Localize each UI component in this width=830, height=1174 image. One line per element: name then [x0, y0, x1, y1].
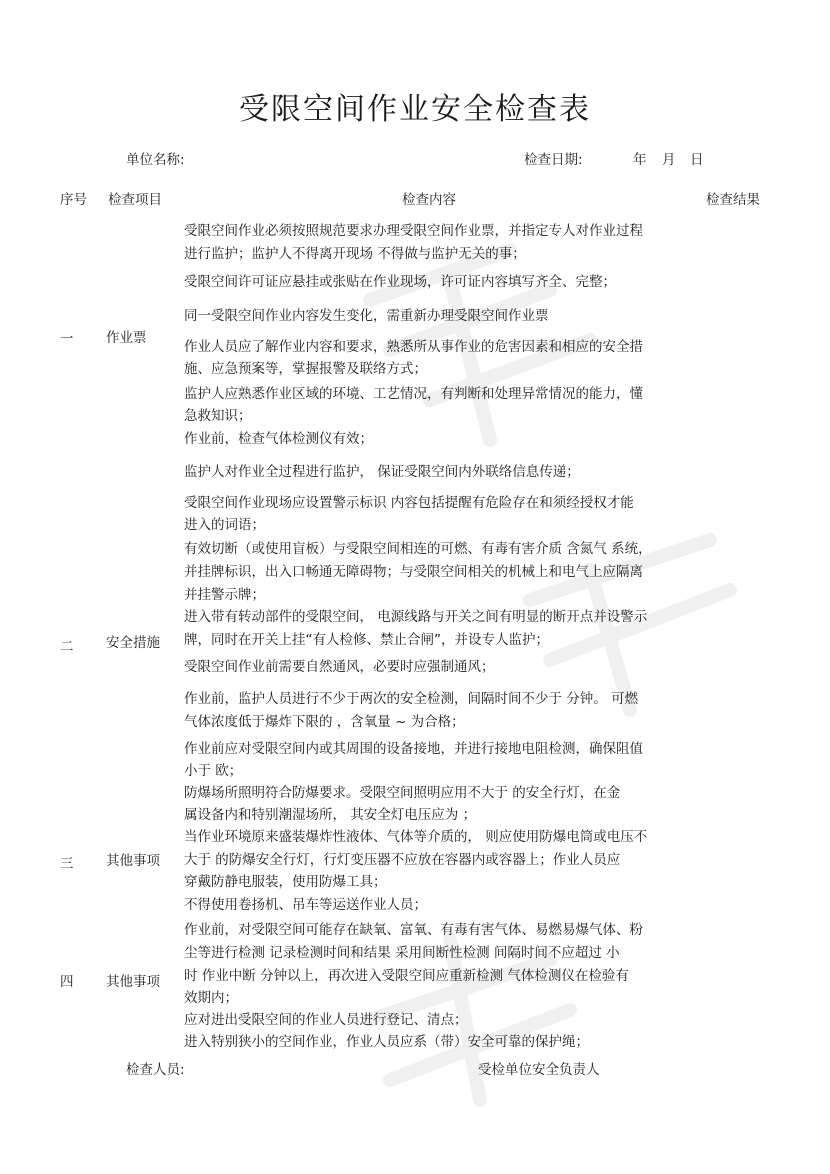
check-line: 进行监护；监护人不得离开现场 不得做与监护无关的事；	[184, 246, 526, 262]
check-line: 同一受限空间作业内容发生变化，需重新办理受限空间作业票	[184, 308, 549, 324]
header-result: 检查结果	[706, 192, 760, 208]
check-line: 作业人员应了解作业内容和要求，熟悉所从事作业的危害因素和相应的安全措	[184, 339, 643, 355]
document-title: 受限空间作业安全检查表	[239, 92, 591, 127]
check-line: 受限空间作业前需要自然通风，必要时应强制通风；	[184, 659, 495, 675]
inspector-label: 检查人员:	[126, 1062, 185, 1078]
check-line: 受限空间作业必须按照规范要求办理受限空间作业票，并指定专人对作业过程	[184, 223, 643, 239]
unit-name-label: 单位名称:	[126, 152, 185, 168]
check-line: 作业前，监护人员进行不少于两次的安全检测，间隔时间不少于 分钟。 可燃	[184, 691, 639, 707]
check-line: 进入特别狭小的空间作业，作业人员应系（带）安全可靠的保护绳；	[184, 1034, 589, 1050]
date-year: 年	[633, 152, 647, 168]
check-line: 气体浓度低于爆炸下限的 ，含氧量 ~ 为合格；	[184, 714, 465, 730]
check-line: 监护人应熟悉作业区域的环境、工艺情况，有判断和处理异常情况的能力，懂	[184, 386, 643, 402]
check-line: 作业前，对受限空间可能存在缺氧、富氧、有毒有害气体、易燃易爆气体、粉	[184, 922, 643, 938]
check-line: 急救知识；	[184, 408, 252, 424]
section-category: 安全措施	[106, 635, 160, 651]
section-category: 其他事项	[106, 974, 160, 990]
check-line: 穿戴防静电服装，使用防爆工具；	[184, 874, 387, 890]
header-content: 检查内容	[402, 192, 456, 208]
check-line: 受限空间作业现场应设置警示标识 内容包括提醒有危险存在和须经授权才能	[184, 495, 634, 511]
section-seq: 二	[60, 639, 74, 655]
header-item: 检查项目	[108, 192, 162, 208]
section-seq: 一	[60, 331, 74, 347]
check-line: 当作业环境原来盛装爆炸性液体、气体等介质的， 则应使用防爆电筒或电压不	[184, 829, 648, 845]
check-line: 不得使用卷扬机、吊车等运送作业人员；	[184, 897, 427, 913]
check-line: 施、应急预案等，掌握报警及联络方式；	[184, 361, 427, 377]
check-line: 进入的词语；	[184, 517, 265, 533]
check-line: 并挂警示牌；	[184, 587, 265, 603]
section-seq: 四	[60, 974, 74, 990]
header-seq: 序号	[60, 192, 87, 208]
check-line: 进入带有转动部件的受限空间， 电源线路与开关之间有明显的断开点并设警示	[184, 609, 648, 625]
check-line: 牌，同时在开关上挂“有人检修、禁止合闸”，并设专人监护；	[184, 632, 549, 648]
check-line: 作业前，检查气体检测仪有效；	[184, 431, 373, 447]
check-line: 并挂牌标识，出入口畅通无障碍物；与受限空间相关的机械上和电气上应隔离	[184, 564, 643, 580]
check-line: 时 作业中断 分钟以上，再次进入受限空间应重新检测 气体检测仪在检验有	[184, 968, 629, 984]
check-line: 小于 欧；	[184, 763, 243, 779]
check-line: 尘等进行检测 记录检测时间和结果 采用间断性检测 间隔时间不应超过 小	[184, 945, 620, 961]
check-date-label: 检查日期:	[524, 152, 583, 168]
section-category: 作业票	[106, 330, 147, 346]
check-line: 防爆场所照明符合防爆要求。受限空间照明应用不大于 的安全行灯，在金	[184, 785, 621, 801]
responsible-person-label: 受检单位安全负责人	[478, 1062, 600, 1078]
check-line: 属设备内和特别潮湿场所， 其安全灯电压应为 ；	[184, 807, 477, 823]
check-line: 受限空间许可证应悬挂或张贴在作业现场，许可证内容填写齐全、完整；	[184, 274, 616, 290]
date-day: 日	[690, 152, 704, 168]
check-line: 监护人对作业全过程进行监护， 保证受限空间内外联络信息传递；	[184, 464, 580, 480]
check-line: 应对进出受限空间的作业人员进行登记、清点；	[184, 1012, 468, 1028]
check-line: 有效切断（或使用盲板）与受限空间相连的可燃、有毒有害介质 含氮气 系统，	[184, 541, 652, 557]
check-line: 效期内；	[184, 990, 238, 1006]
section-seq: 三	[60, 856, 74, 872]
check-line: 大于 的防爆安全行灯，行灯变压器不应放在容器内或容器上；作业人员应	[184, 852, 621, 868]
section-category: 其他事项	[106, 853, 160, 869]
check-line: 作业前应对受限空间内或其周围的设备接地，并进行接地电阻检测，确保阻值	[184, 741, 643, 757]
date-month: 月	[662, 152, 676, 168]
